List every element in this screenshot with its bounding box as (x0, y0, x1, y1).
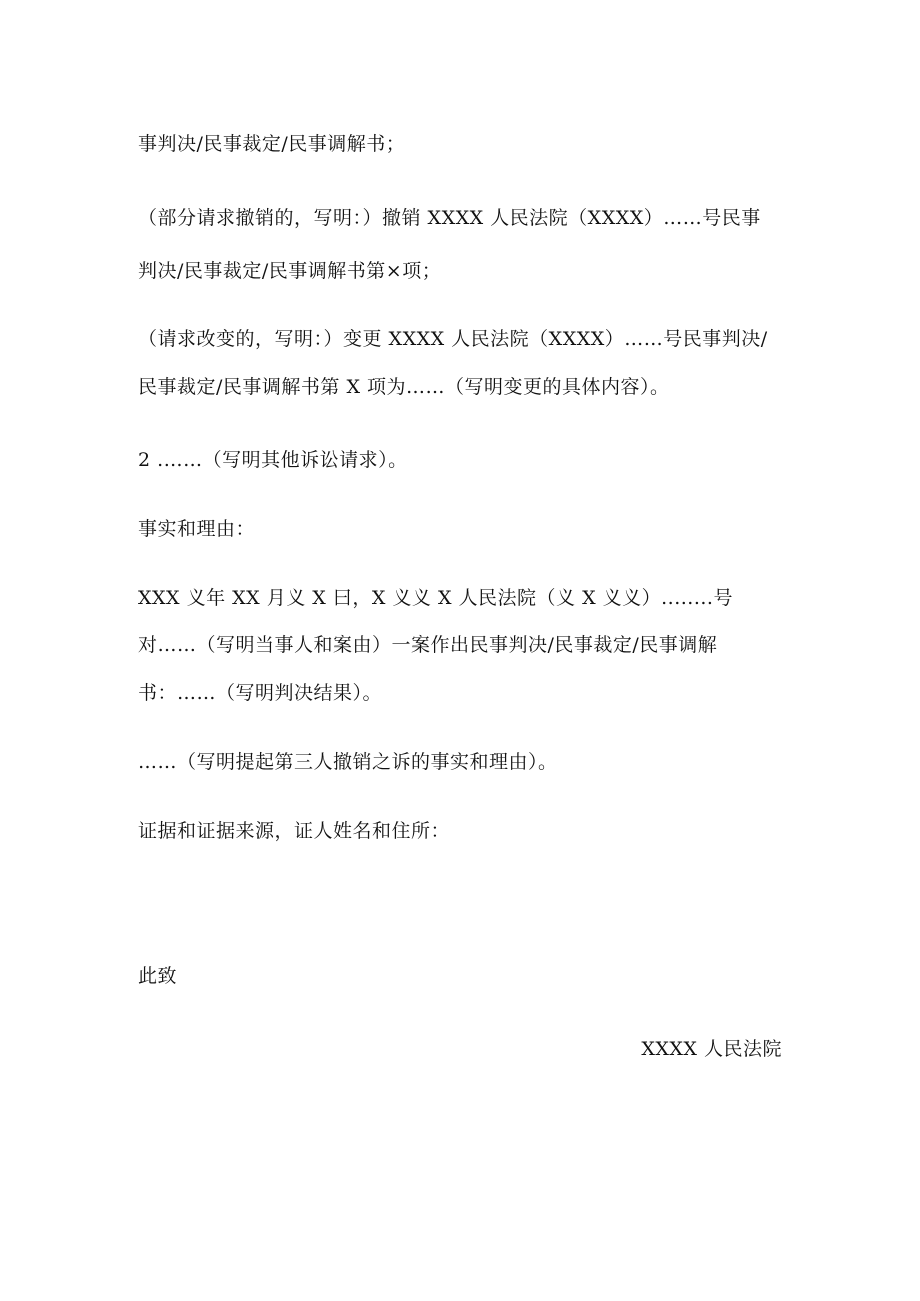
addressee-court: XXXX 人民法院 (641, 1038, 782, 1060)
paragraph-line: XXX 义年 XX 月义 X 曰，X 义义 X 人民法院（义 X 义义）........号 (138, 587, 733, 609)
paragraph-line: （部分请求撤销的，写明：）撤销 XXXX 人民法院（XXXX）……号民事 (138, 207, 761, 229)
paragraph-line: ……（写明提起第三人撤销之诉的事实和理由）。 (138, 751, 558, 773)
paragraph-line: （请求改变的，写明：）变更 XXXX 人民法院（XXXX）……号民事判决/ (138, 328, 768, 350)
claim-item-2: 2 .……（写明其他诉讼请求）。 (138, 449, 408, 471)
paragraph-line: 对……（写明当事人和案由）一案作出民事判决/民事裁定/民事调解 (138, 634, 718, 656)
paragraph-line: 书：……（写明判决结果）。 (138, 682, 383, 704)
paragraph-line: 民事裁定/民事调解书第 X 项为……（写明变更的具体内容）。 (138, 376, 670, 398)
salutation: 此致 (138, 965, 178, 987)
paragraph-line: 事判决/民事裁定/民事调解书； (138, 133, 406, 155)
paragraph-line: 判决/民事裁定/民事调解书第×项； (138, 260, 442, 282)
section-heading-facts: 事实和理由： (138, 518, 256, 540)
section-heading-evidence: 证据和证据来源，证人姓名和住所： (138, 820, 451, 842)
